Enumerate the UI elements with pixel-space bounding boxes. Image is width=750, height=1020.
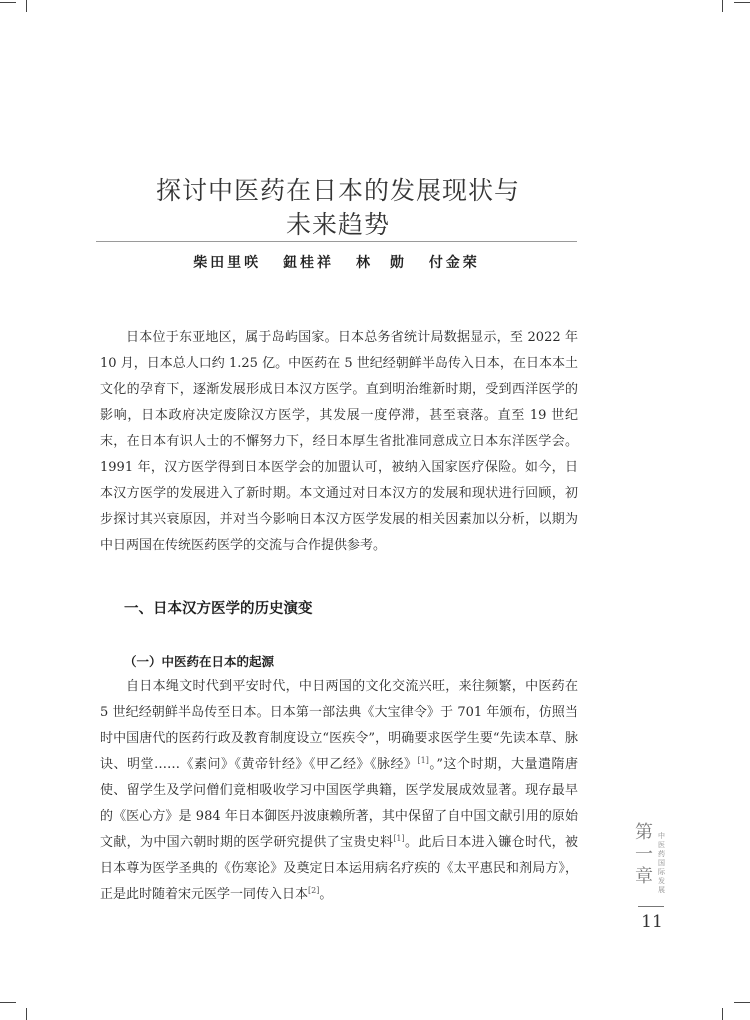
body-text: 自日本绳文时代到平安时代，中日两国的文化交流兴旺，来往频繁，中医药在 5 世纪经朝鲜半岛传至日本。日本第一部法典《大宝律令》于 701 年颁布，仿照当时中国唐代的医药行政及教育制度设立“医疾令”，明确要求医学生要“先读本草、脉诀、明堂……《素问》《黄帝针经》《甲乙经》《脉经》: [100, 679, 578, 772]
book-title-vertical: 中医药国际发展: [658, 832, 665, 894]
body-paragraph: [100, 674, 578, 908]
crop-mark: [722, 0, 723, 12]
author-name: 柴田里咲: [193, 255, 262, 271]
citation-ref[interactable]: [1]: [393, 834, 405, 843]
crop-mark: [722, 1008, 723, 1020]
body-text: 。此后日本进入镰仓时代，被日本尊为医学圣典的《伤寒论》及奠定日本运用病名疗疾的《太平惠民和剂局方》，正是此时随着宋元医学一同传入日本: [100, 835, 578, 902]
author-name: 付金荣: [428, 255, 480, 271]
chapter-label: 第一章: [635, 822, 653, 887]
section-heading: 一、日本汉方医学的历史演变: [124, 601, 313, 617]
author-list: [96, 252, 577, 272]
citation-ref[interactable]: [1]: [417, 756, 429, 765]
crop-mark: [0, 2, 16, 3]
citation-ref[interactable]: [2]: [308, 886, 320, 895]
author-name: 林 勋: [355, 255, 407, 271]
crop-mark: [26, 1008, 27, 1020]
margin-tab: [632, 822, 676, 942]
crop-mark: [734, 1002, 750, 1003]
author-name: 鈕桂祥: [283, 255, 335, 271]
page-number: 11: [641, 912, 663, 932]
abstract-paragraph: 日本位于东亚地区，属于岛屿国家。日本总务省统计局数据显示，至 2022 年 10 月，日本总人口约 1.25 亿。中医药在 5 世纪经朝鲜半岛传入日本，在日本本土文化的孕育下，逐渐发展形成日本汉方医学。直到明治维新时期，受到西洋医学的影响，日本政府决定废除汉方医学，其发展一度停滞，甚至衰落。直至 19 世纪末，在日本有识人士的不懈努力下，经日本厚生省批准同意成立日本东洋医学会。1991 年，汉方医学得到日本医学会的加盟认可，被纳入国家医疗保险。如今，日本汉方医学的发展进入了新时期。本文通过对日本汉方的发展和现状进行回顾，初步探讨其兴衰原因，并对当今影响日本汉方医学发展的相关因素加以分析，以期为中日两国在传统医药医学的交流与合作提供参考。: [100, 330, 578, 553]
article-title-line-2: 未来趋势: [285, 210, 390, 239]
subsection-heading: （一）中医药在日本的起源: [124, 654, 275, 669]
article-title-line-1: 探讨中医药在日本的发展现状与: [155, 176, 520, 205]
crop-mark: [26, 0, 27, 12]
title-divider: [96, 241, 577, 242]
article-title: [100, 174, 576, 242]
crop-mark: [0, 1002, 16, 1003]
body-text: 。: [319, 887, 333, 902]
body-text: 。”这个时期，大量遣隋唐使、留学生及学问僧们竟相吸收学习中国医学典籍，医学发展成效显著。现存最早的《医心方》是 984 年日本御医丹波康赖所著，其中保留了自中国文献引用的原始文献，为中国六朝时期的医学研究提供了宝贵史料: [100, 757, 578, 850]
page-number-divider: [638, 906, 664, 907]
crop-mark: [734, 2, 750, 3]
